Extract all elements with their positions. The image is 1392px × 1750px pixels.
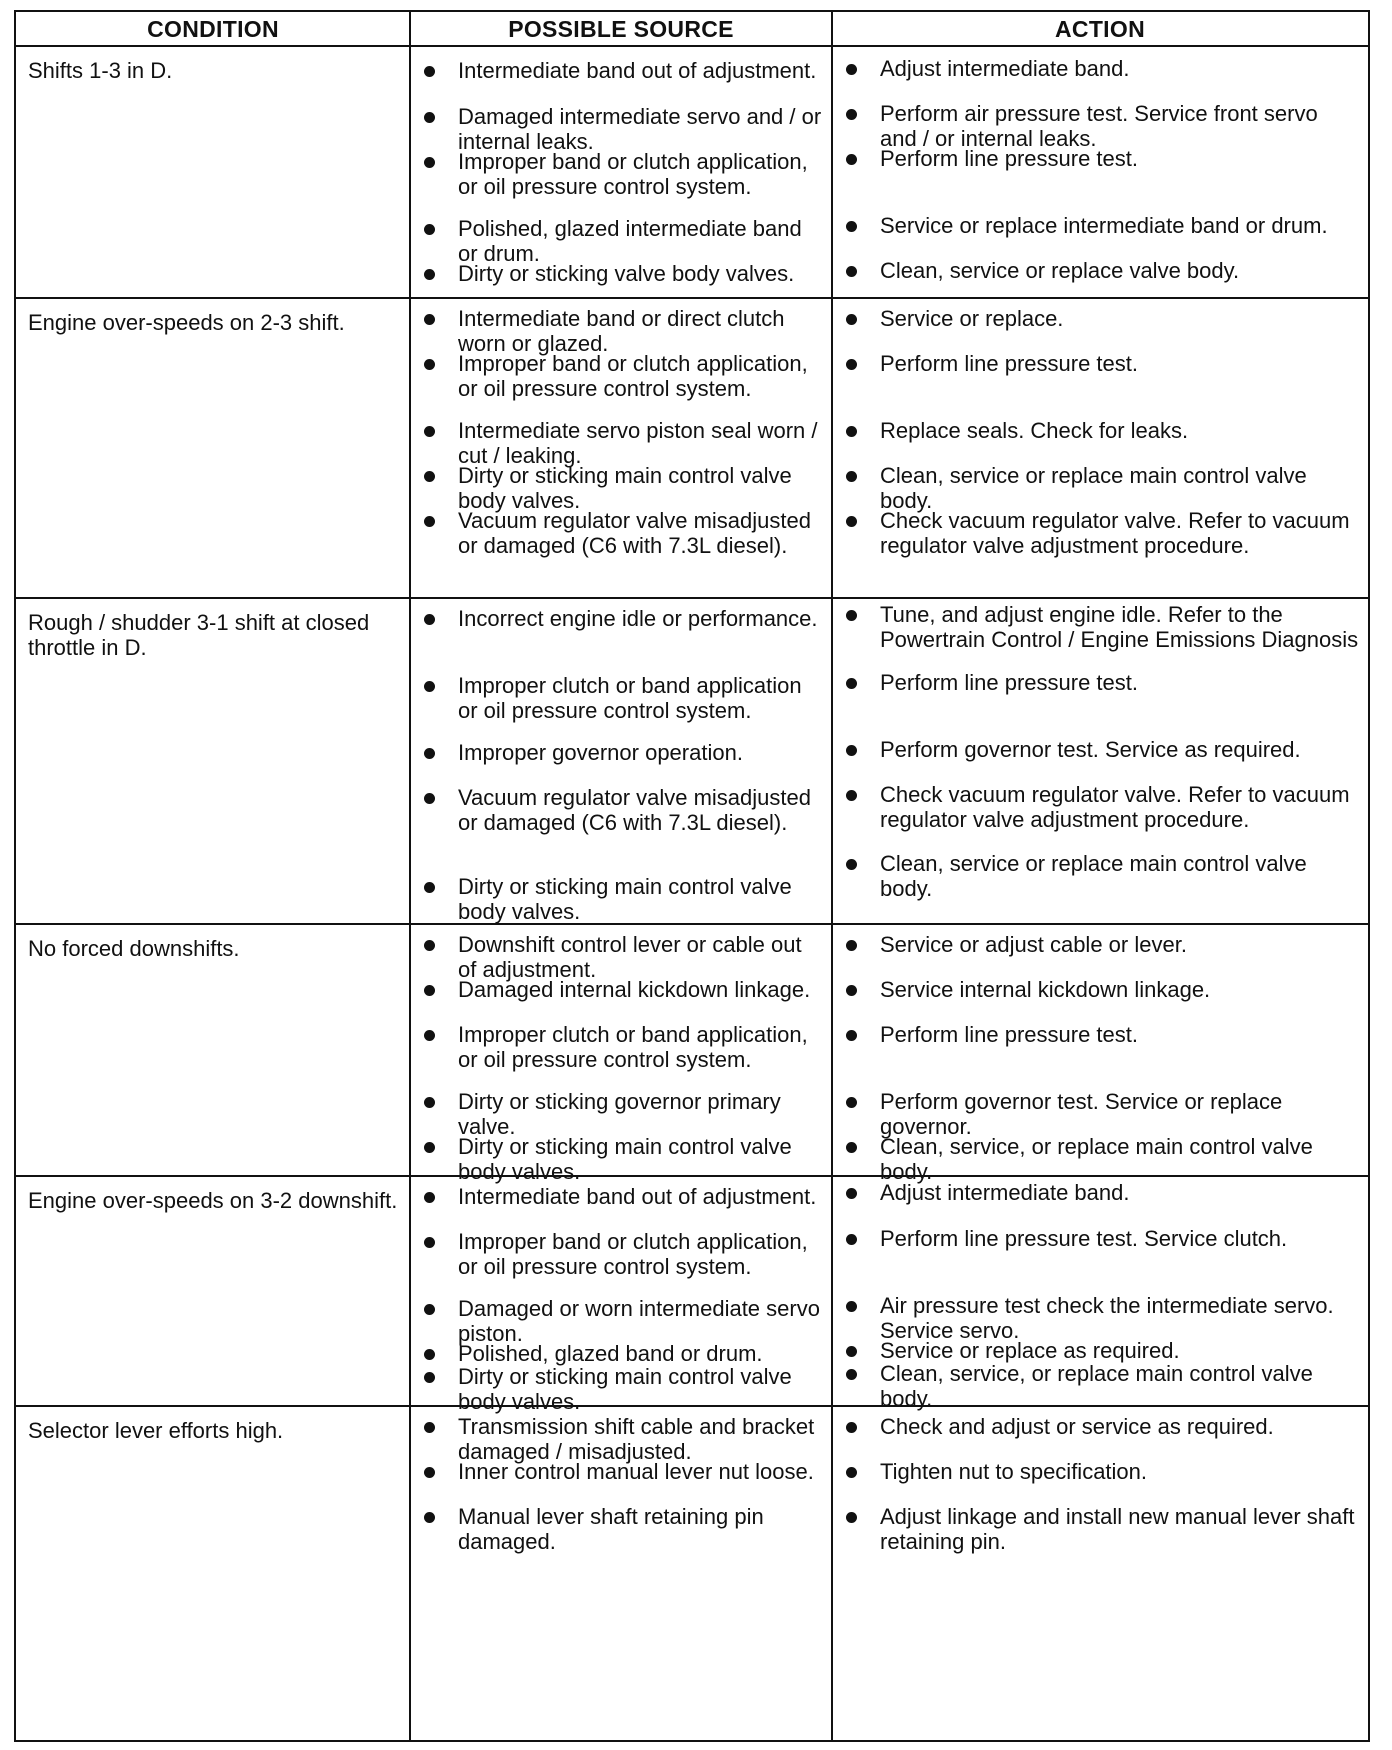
bullet-icon xyxy=(424,1142,435,1153)
action-text: Check vacuum regulator valve. Refer to vacuum regulator valve adjustment procedure. xyxy=(880,508,1350,558)
bullet-icon xyxy=(846,266,857,277)
condition-cell: No forced downshifts. xyxy=(28,936,240,961)
possible-source-cell xyxy=(410,924,832,1184)
action-text: Tighten nut to specification. xyxy=(880,1459,1148,1484)
possible-source-item xyxy=(410,874,832,924)
bullet-icon xyxy=(424,1372,435,1383)
header-possible-source: POSSIBLE SOURCE xyxy=(508,15,734,42)
bullet-icon xyxy=(846,516,857,527)
bullet-icon xyxy=(846,359,857,370)
possible-source-item xyxy=(410,1089,832,1139)
possible-source-item xyxy=(410,673,832,723)
possible-source-text: Improper clutch or band application or oil pressure control system. xyxy=(458,673,802,723)
possible-source-item xyxy=(410,418,832,468)
action-item xyxy=(832,977,1368,1002)
possible-source-text: Manual lever shaft retaining pin damaged. xyxy=(458,1504,764,1554)
bullet-icon xyxy=(424,985,435,996)
bullet-icon xyxy=(846,314,857,325)
action-item xyxy=(832,1226,1368,1251)
possible-source-item xyxy=(410,306,832,356)
possible-source-cell xyxy=(410,1176,832,1414)
possible-source-text: Downshift control lever or cable out of adjustment. xyxy=(458,932,802,982)
action-item xyxy=(832,56,1368,81)
possible-source-text: Intermediate band or direct clutch worn or glazed. xyxy=(458,306,785,356)
bullet-icon xyxy=(846,471,857,482)
action-text: Tune, and adjust engine idle. Refer to the Powertrain Control / Engine Emissions Diagnosis xyxy=(880,602,1359,652)
action-item xyxy=(832,1338,1368,1363)
action-item xyxy=(832,1180,1368,1205)
possible-source-text: Dirty or sticking main control valve body valves. xyxy=(458,874,792,924)
action-item xyxy=(832,101,1368,151)
action-text: Clean, service, or replace main control valve body. xyxy=(880,1134,1313,1184)
bullet-icon xyxy=(846,1030,857,1041)
possible-source-text: Improper band or clutch application, or oil pressure control system. xyxy=(458,149,808,199)
bullet-icon xyxy=(846,1142,857,1153)
possible-source-item xyxy=(410,606,832,631)
header-action: ACTION xyxy=(1055,15,1145,42)
possible-source-text: Improper band or clutch application, or oil pressure control system. xyxy=(458,1229,808,1279)
bullet-icon xyxy=(424,1030,435,1041)
bullet-icon xyxy=(846,985,857,996)
bullet-icon xyxy=(846,1097,857,1108)
possible-source-text: Damaged internal kickdown linkage. xyxy=(458,977,811,1002)
bullet-icon xyxy=(424,1467,435,1478)
action-text: Perform line pressure test. xyxy=(880,1022,1138,1047)
action-item xyxy=(832,1089,1368,1139)
action-item xyxy=(832,1459,1368,1484)
possible-source-text: Dirty or sticking valve body valves. xyxy=(458,261,795,286)
bullet-icon xyxy=(846,1512,857,1523)
action-text: Perform air pressure test. Service front servo and / or internal leaks. xyxy=(880,101,1318,151)
bullet-icon xyxy=(424,66,435,77)
possible-source-item xyxy=(410,1184,832,1209)
action-text: Clean, service or replace valve body. xyxy=(880,258,1240,283)
possible-source-item xyxy=(410,1504,832,1554)
action-text: Perform line pressure test. Service clutch. xyxy=(880,1226,1288,1251)
action-text: Perform line pressure test. xyxy=(880,351,1138,376)
action-item xyxy=(832,1361,1368,1411)
possible-source-item xyxy=(410,932,832,982)
bullet-icon xyxy=(846,1301,857,1312)
bullet-icon xyxy=(424,1237,435,1248)
bullet-icon xyxy=(846,1188,857,1199)
condition-cell: Selector lever efforts high. xyxy=(28,1418,284,1443)
bullet-icon xyxy=(424,1422,435,1433)
bullet-icon xyxy=(846,109,857,120)
possible-source-cell xyxy=(410,46,832,298)
action-text: Adjust intermediate band. xyxy=(880,1180,1130,1205)
bullet-icon xyxy=(424,471,435,482)
possible-source-text: Dirty or sticking main control valve body valves. xyxy=(458,463,792,513)
action-text: Service or adjust cable or lever. xyxy=(880,932,1187,957)
possible-source-text: Intermediate band out of adjustment. xyxy=(458,58,817,83)
action-text: Service internal kickdown linkage. xyxy=(880,977,1211,1002)
possible-source-item xyxy=(410,1022,832,1072)
bullet-icon xyxy=(846,221,857,232)
action-item xyxy=(832,782,1368,832)
action-cell xyxy=(832,46,1368,298)
possible-source-cell xyxy=(410,598,832,924)
bullet-icon xyxy=(846,1467,857,1478)
bullet-icon xyxy=(846,745,857,756)
bullet-icon xyxy=(424,614,435,625)
possible-source-item xyxy=(410,104,832,154)
possible-source-text: Intermediate servo piston seal worn / cut / leaking. xyxy=(458,418,818,468)
bullet-icon xyxy=(846,154,857,165)
header-condition: CONDITION xyxy=(147,15,279,42)
possible-source-item xyxy=(410,351,832,401)
bullet-icon xyxy=(846,1346,857,1357)
action-item xyxy=(832,508,1368,558)
bullet-icon xyxy=(424,940,435,951)
possible-source-item xyxy=(410,740,832,765)
condition-cell: Engine over-speeds on 3-2 downshift. xyxy=(28,1188,398,1213)
bullet-icon xyxy=(424,1304,435,1315)
action-item xyxy=(832,306,1368,331)
action-text: Clean, service, or replace main control valve body. xyxy=(880,1361,1313,1411)
bullet-icon xyxy=(424,882,435,893)
possible-source-item xyxy=(410,1229,832,1279)
bullet-icon xyxy=(846,64,857,75)
possible-source-text: Dirty or sticking governor primary valve. xyxy=(458,1089,781,1139)
condition-cell: Shifts 1-3 in D. xyxy=(28,58,173,83)
bullet-icon xyxy=(846,1422,857,1433)
action-cell xyxy=(832,598,1368,924)
action-text: Adjust intermediate band. xyxy=(880,56,1130,81)
bullet-icon xyxy=(846,790,857,801)
possible-source-item xyxy=(410,1296,832,1346)
condition-cell: Engine over-speeds on 2-3 shift. xyxy=(28,310,345,335)
action-cell xyxy=(832,1406,1368,1744)
possible-source-text: Improper clutch or band application, or oil pressure control system. xyxy=(458,1022,808,1072)
bullet-icon xyxy=(424,157,435,168)
action-item xyxy=(832,418,1368,443)
action-text: Adjust linkage and install new manual lever shaft retaining pin. xyxy=(880,1504,1355,1554)
action-cell xyxy=(832,924,1368,1184)
action-text: Air pressure test check the intermediate servo. Service servo. xyxy=(880,1293,1334,1343)
action-cell xyxy=(832,1176,1368,1411)
possible-source-text: Dirty or sticking main control valve body valves. xyxy=(458,1364,792,1414)
bullet-icon xyxy=(846,610,857,621)
action-cell xyxy=(832,298,1368,598)
action-item xyxy=(832,932,1368,957)
bullet-icon xyxy=(424,224,435,235)
action-item xyxy=(832,463,1368,513)
possible-source-item xyxy=(410,216,832,266)
action-item xyxy=(832,602,1368,652)
possible-source-item xyxy=(410,1459,832,1484)
bullet-icon xyxy=(424,269,435,280)
bullet-icon xyxy=(424,112,435,123)
possible-source-text: Improper band or clutch application, or oil pressure control system. xyxy=(458,351,808,401)
action-item xyxy=(832,1293,1368,1343)
action-text: Service or replace intermediate band or drum. xyxy=(880,213,1328,238)
action-text: Service or replace. xyxy=(880,306,1064,331)
bullet-icon xyxy=(846,678,857,689)
possible-source-item xyxy=(410,58,832,83)
bullet-icon xyxy=(424,516,435,527)
possible-source-item xyxy=(410,1414,832,1464)
action-item xyxy=(832,851,1368,901)
possible-source-item xyxy=(410,508,832,558)
possible-source-text: Transmission shift cable and bracket damaged / misadjusted. xyxy=(458,1414,815,1464)
action-item xyxy=(832,1022,1368,1047)
possible-source-item xyxy=(410,261,832,286)
bullet-icon xyxy=(846,940,857,951)
bullet-icon xyxy=(424,793,435,804)
possible-source-cell xyxy=(410,1406,832,1744)
action-text: Clean, service or replace main control valve body. xyxy=(880,851,1307,901)
bullet-icon xyxy=(424,359,435,370)
bullet-icon xyxy=(424,1349,435,1360)
bullet-icon xyxy=(424,681,435,692)
possible-source-cell xyxy=(410,298,832,598)
bullet-icon xyxy=(424,748,435,759)
possible-source-text: Inner control manual lever nut loose. xyxy=(458,1459,814,1484)
possible-source-text: Intermediate band out of adjustment. xyxy=(458,1184,817,1209)
action-text: Perform governor test. Service or replace governor. xyxy=(880,1089,1283,1139)
action-item xyxy=(832,146,1368,171)
action-text: Check and adjust or service as required. xyxy=(880,1414,1274,1439)
possible-source-text: Incorrect engine idle or performance. xyxy=(458,606,818,631)
action-text: Perform line pressure test. xyxy=(880,146,1138,171)
possible-source-text: Polished, glazed band or drum. xyxy=(458,1341,763,1366)
action-item xyxy=(832,1414,1368,1439)
bullet-icon xyxy=(424,1192,435,1203)
bullet-icon xyxy=(424,426,435,437)
action-item xyxy=(832,1504,1368,1554)
possible-source-text: Damaged or worn intermediate servo piston. xyxy=(458,1296,820,1346)
action-item xyxy=(832,213,1368,238)
possible-source-text: Vacuum regulator valve misadjusted or damaged (C6 with 7.3L diesel). xyxy=(458,785,811,835)
bullet-icon xyxy=(846,1369,857,1380)
action-item xyxy=(832,737,1368,762)
possible-source-item xyxy=(410,785,832,835)
possible-source-item xyxy=(410,463,832,513)
action-text: Replace seals. Check for leaks. xyxy=(880,418,1189,443)
action-text: Perform line pressure test. xyxy=(880,670,1138,695)
possible-source-text: Polished, glazed intermediate band or drum. xyxy=(458,216,802,266)
bullet-icon xyxy=(846,1234,857,1245)
action-item xyxy=(832,351,1368,376)
bullet-icon xyxy=(424,314,435,325)
action-text: Perform governor test. Service as required. xyxy=(880,737,1301,762)
condition-cell: Rough / shudder 3-1 shift at closed throttle in D. xyxy=(28,610,370,660)
action-item xyxy=(832,258,1368,283)
action-item xyxy=(832,670,1368,695)
bullet-icon xyxy=(846,426,857,437)
possible-source-text: Damaged intermediate servo and / or internal leaks. xyxy=(458,104,822,154)
possible-source-text: Dirty or sticking main control valve body valves. xyxy=(458,1134,792,1184)
possible-source-text: Vacuum regulator valve misadjusted or damaged (C6 with 7.3L diesel). xyxy=(458,508,811,558)
troubleshooting-table xyxy=(14,10,1370,1742)
possible-source-item xyxy=(410,149,832,199)
bullet-icon xyxy=(424,1097,435,1108)
action-text: Clean, service or replace main control valve body. xyxy=(880,463,1307,513)
bullet-icon xyxy=(846,859,857,870)
action-text: Service or replace as required. xyxy=(880,1338,1180,1363)
possible-source-text: Improper governor operation. xyxy=(458,740,743,765)
possible-source-item xyxy=(410,1341,832,1366)
possible-source-item xyxy=(410,977,832,1002)
bullet-icon xyxy=(424,1512,435,1523)
action-text: Check vacuum regulator valve. Refer to vacuum regulator valve adjustment procedure. xyxy=(880,782,1350,832)
